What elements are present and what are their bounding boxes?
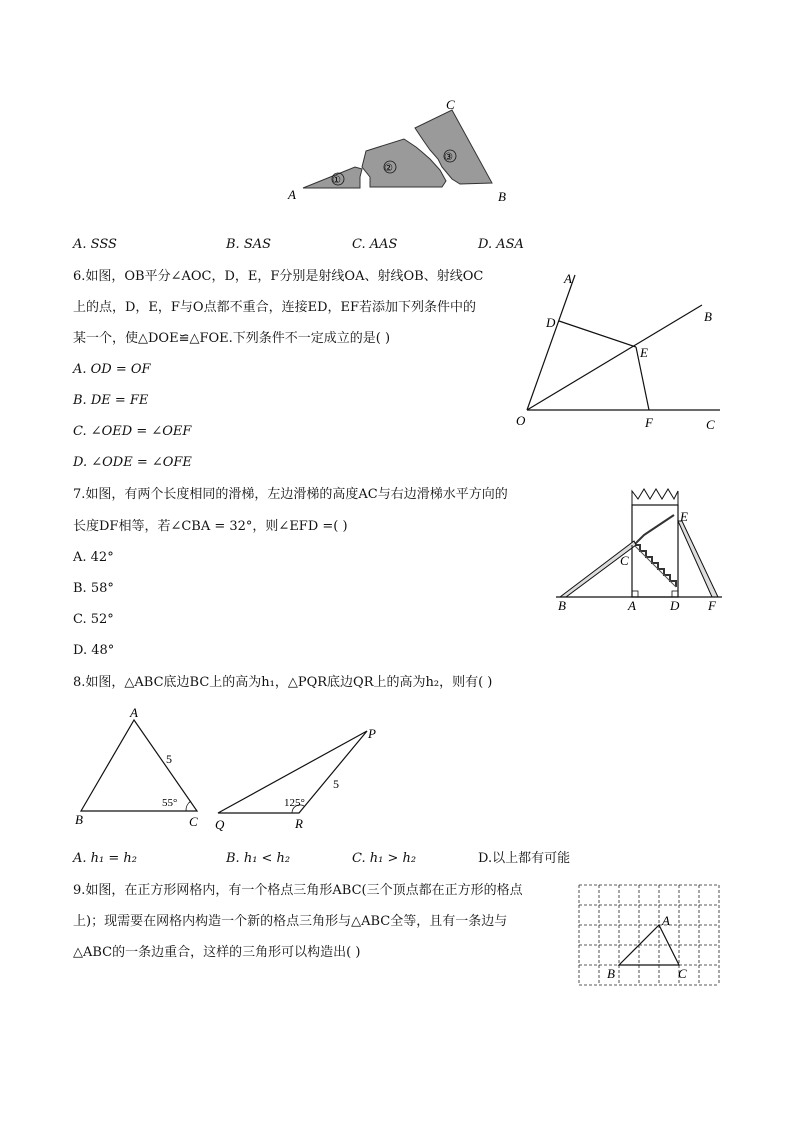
q6-label-e: E	[640, 345, 648, 360]
q6-option-a[interactable]: A. OD = OF	[73, 362, 151, 377]
q5-option-a[interactable]: A. SSS	[73, 237, 117, 252]
q7-label-c: C	[620, 553, 629, 568]
q7-stem-line-2: 长度DF相等，若∠CBA = 32°，则∠EFD =( )	[73, 519, 348, 534]
q7-option-a[interactable]: A. 42°	[73, 550, 114, 565]
q5-figure	[280, 95, 520, 210]
q6-option-d[interactable]: D. ∠ODE = ∠OFE	[73, 455, 192, 470]
q5-option-d[interactable]: D. ASA	[478, 237, 524, 252]
q8-option-c[interactable]: C. h₁ > h₂	[352, 851, 417, 866]
q8-label-r: R	[295, 816, 303, 831]
q7-label-a: A	[628, 598, 636, 613]
q9-stem-line-3: △ABC的一条边重合，这样的三角形可以构造出( )	[73, 945, 361, 960]
q9-label-c: C	[678, 966, 687, 981]
q9-grid-figure	[578, 884, 722, 988]
q6-label-a: A	[564, 271, 572, 286]
q6-figure	[510, 265, 730, 435]
q9-stem-line-2: 上)；现需要在网格内构造一个新的格点三角形与△ABC全等，且有一条边与	[73, 914, 508, 929]
q9-label-a: A	[662, 913, 670, 928]
q9-label-b: B	[607, 966, 615, 981]
q6-option-b[interactable]: B. DE = FE	[73, 393, 149, 408]
q6-label-d: D	[546, 315, 556, 330]
q7-figure	[552, 485, 732, 615]
q7-label-f: F	[708, 598, 716, 613]
q5-label-c: C	[446, 97, 455, 112]
q5-option-c[interactable]: C. AAS	[352, 237, 398, 252]
piece-1-label: ①	[332, 175, 341, 186]
q6-label-b: B	[704, 309, 712, 324]
q6-stem-line-1: 6.如图，OB平分∠AOC，D，E，F分别是射线OA、射线OB、射线OC	[73, 269, 484, 284]
q8-angle-r: 125°	[284, 797, 305, 809]
q8-angle-c: 55°	[162, 797, 178, 809]
q8-side-rp: 5	[333, 777, 339, 791]
q5-option-b[interactable]: B. SAS	[226, 237, 272, 252]
q8-option-b[interactable]: B. h₁ < h₂	[226, 851, 291, 866]
q7-stem-line-1: 7.如图，有两个长度相同的滑梯，左边滑梯的高度AC与右边滑梯水平方向的	[73, 487, 508, 502]
q6-label-o: O	[516, 413, 526, 428]
q8-label-b: B	[75, 812, 83, 827]
q8-stem: 8.如图，△ABC底边BC上的高为h₁，△PQR底边QR上的高为h₂，则有( )	[73, 675, 493, 690]
q8-label-a: A	[130, 705, 138, 720]
q8-option-a[interactable]: A. h₁ = h₂	[73, 851, 137, 866]
q8-label-c: C	[189, 814, 198, 829]
q8-option-d[interactable]: D.以上都有可能	[478, 851, 571, 866]
q7-label-b: B	[558, 598, 566, 613]
q7-option-d[interactable]: D. 48°	[73, 643, 115, 658]
q8-label-q: Q	[215, 817, 225, 832]
q8-label-p: P	[368, 726, 376, 741]
q5-label-a: A	[288, 187, 296, 202]
q6-option-c[interactable]: C. ∠OED = ∠OEF	[73, 424, 192, 439]
q7-option-c[interactable]: C. 52°	[73, 612, 114, 627]
q6-stem-line-3: 某一个，使△DOE≌△FOE.下列条件不一定成立的是( )	[73, 331, 391, 346]
q7-label-d: D	[670, 598, 680, 613]
q6-stem-line-2: 上的点，D，E，F与O点都不重合，连接ED，EF若添加下列条件中的	[73, 300, 477, 315]
q8-figure	[70, 700, 390, 840]
q6-label-c: C	[706, 417, 715, 432]
q7-label-e: E	[680, 509, 688, 524]
q6-label-f: F	[645, 415, 653, 430]
piece-2-label: ②	[384, 163, 393, 174]
q7-option-b[interactable]: B. 58°	[73, 581, 114, 596]
piece-3-label: ③	[444, 152, 453, 163]
q9-stem-line-1: 9.如图，在正方形网格内，有一个格点三角形ABC(三个顶点都在正方形的格点	[73, 883, 523, 898]
q5-label-b: B	[498, 189, 506, 204]
q8-side-ac: 5	[166, 752, 172, 766]
